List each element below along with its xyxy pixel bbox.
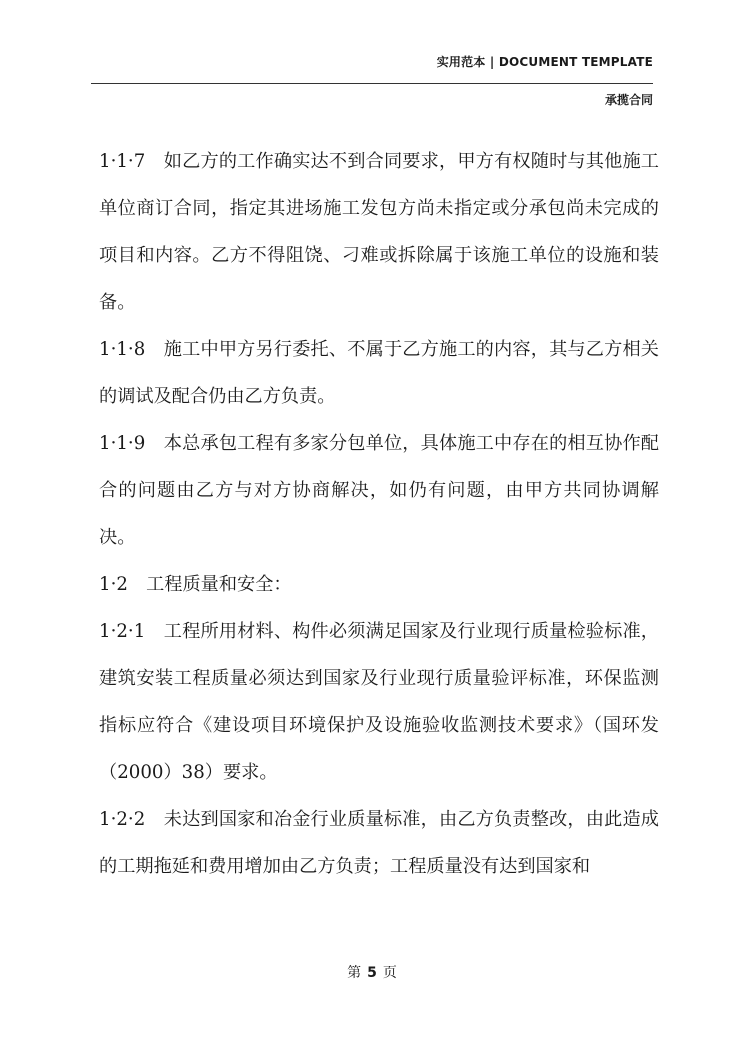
- clause-1-2-2: 1·2·2 未达到国家和冶金行业质量标准，由乙方负责整改，由此造成的工期拖延和费用增加由乙方负责；工程质量没有达到国家和: [99, 809, 659, 877]
- document-body: [99, 138, 659, 890]
- page-prefix: 第: [347, 965, 362, 981]
- page-footer: [0, 962, 744, 982]
- section-1-2-heading: 1·2 工程质量和安全：: [99, 574, 292, 595]
- header-title: 实用范本 | DOCUMENT TEMPLATE: [436, 55, 653, 69]
- clause-1-1-8: 1·1·8 施工中甲方另行委托、不属于乙方施工的内容，其与乙方相关的调试及配合仍由乙方负责。: [99, 339, 659, 407]
- header-divider: [91, 83, 653, 84]
- clause-1-1-9: 1·1·9 本总承包工程有多家分包单位，具体施工中存在的相互协作配合的问题由乙方与对方协商解决，如仍有问题，由甲方共同协调解决。: [99, 433, 659, 548]
- header-subtitle: 承揽合同: [604, 93, 653, 107]
- clause-1-2-1: 1·2·1 工程所用材料、构件必须满足国家及行业现行质量检验标准，建筑安装工程质量必须达到国家及行业现行质量验评标准，环保监测指标应符合《建设项目环境保护及设施验收监测技术要求》（国环发（2000）38）要求。: [99, 621, 659, 783]
- page-suffix: 页: [382, 965, 397, 981]
- clause-1-1-7: 1·1·7 如乙方的工作确实达不到合同要求，甲方有权随时与其他施工单位商订合同，指定其进场施工发包方尚未指定或分承包尚未完成的项目和内容。乙方不得阻饶、刁难或拆除属于该施工单位的设施和装备。: [99, 151, 659, 313]
- page-number: 5: [367, 965, 377, 981]
